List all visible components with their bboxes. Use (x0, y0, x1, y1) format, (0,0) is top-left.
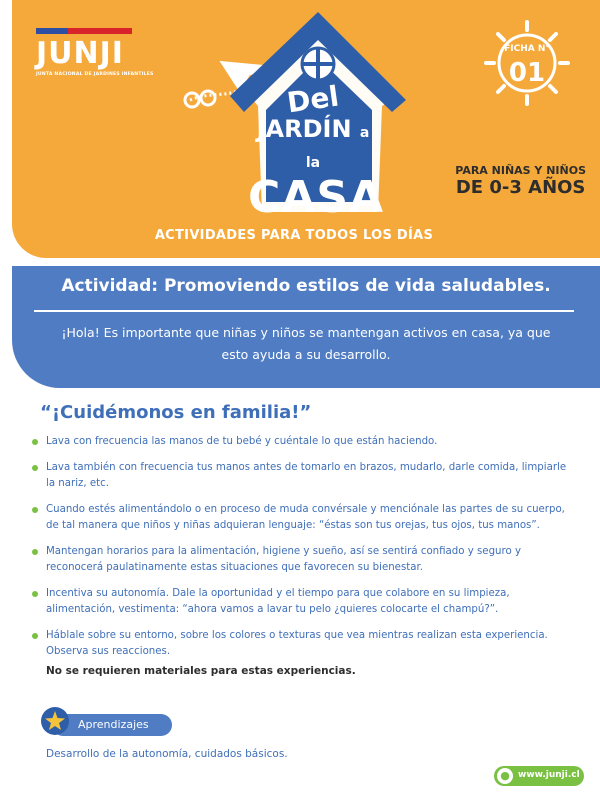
title-a-la: a la (305, 125, 370, 171)
section-heading: “¡Cuidémonos en familia!” (40, 402, 312, 423)
globe-icon: ● (497, 768, 513, 784)
list-item-text: Mantengan horarios para la alimentación, higiene y sueño, así se sentirá confiado y seguro y reconocerá paulatinamente estas situaciones que favorecen su bienestar. (46, 546, 521, 573)
program-title (248, 79, 385, 223)
age-range (455, 164, 586, 198)
title-jardin (248, 116, 378, 176)
bullet-icon (32, 507, 38, 513)
bullet-icon (32, 633, 38, 639)
list-item (30, 628, 570, 660)
website-badge[interactable] (494, 766, 584, 786)
star-icon (40, 706, 70, 736)
ficha-label: FICHA N° (504, 44, 550, 54)
list-item (30, 544, 570, 576)
age-line-1: PARA NIÑAS Y NIÑOS (455, 164, 586, 177)
bullet-icon (32, 549, 38, 555)
junji-logo (36, 28, 153, 77)
header-tagline: ACTIVIDADES PARA TODOS LOS DÍAS (154, 228, 434, 243)
learning-text: Desarrollo de la autonomía, cuidados básicos. (46, 748, 288, 760)
divider (34, 310, 574, 312)
tips-list (30, 434, 570, 670)
list-item-text: Incentiva su autonomía. Dale la oportunidad y el tiempo para que colabore en su limpieza, alimentación, vestimenta: “ahora vamos a lavar tu pelo ¿quieres colocarte el champú?”. (46, 588, 510, 615)
activity-band (12, 266, 600, 388)
bullet-icon (32, 439, 38, 445)
brand-subtitle: JUNTA NACIONAL DE JARDINES INFANTILES (36, 72, 154, 77)
learning-label: Aprendizajes (78, 718, 149, 731)
title-casa: CASA (248, 172, 385, 223)
activity-intro: ¡Hola! Es importante que niñas y niños se mantengan activos en casa, ya que esto ayuda a su desarrollo. (61, 325, 551, 362)
activity-title: Actividad: Promoviendo estilos de vida saludables. (61, 276, 551, 296)
list-item (30, 460, 570, 492)
ficha-number: 01 (508, 58, 546, 88)
title-jardin-word: JARDÍN (256, 115, 352, 143)
flag-stripe (36, 28, 132, 34)
list-item (30, 502, 570, 534)
bullet-icon (32, 465, 38, 471)
list-item-text: Cuando estés alimentándolo o en proceso de muda convérsale y menciónale las partes de su cuerpo, de tal manera que niños y niñas adquieran lenguaje: “éstas son tus orejas, tus ojos, tus manos”. (46, 504, 565, 531)
list-item-text: Háblale sobre su entorno, sobre los colores o texturas que vea mientras realizan esta experiencia. Observa sus reacciones. (46, 630, 548, 657)
list-item (30, 434, 570, 450)
age-line-2: DE 0-3 AÑOS (455, 177, 586, 198)
title-del: Del (284, 79, 341, 120)
ficha-badge (482, 18, 572, 108)
list-item-text: Lava con frecuencia las manos de tu bebé y cuéntale lo que están haciendo. (46, 436, 438, 447)
learning-badge (52, 714, 172, 736)
brand-name: JUNJI (36, 36, 124, 71)
list-item (30, 586, 570, 618)
list-item-text: Lava también con frecuencia tus manos antes de tomarlo en brazos, mudarlo, darle comida, limpiarle la nariz, etc. (46, 462, 567, 489)
website-link[interactable]: www.junji.cl (518, 770, 580, 780)
materials-note: No se requieren materiales para estas experiencias. (46, 665, 356, 677)
bullet-icon (32, 591, 38, 597)
